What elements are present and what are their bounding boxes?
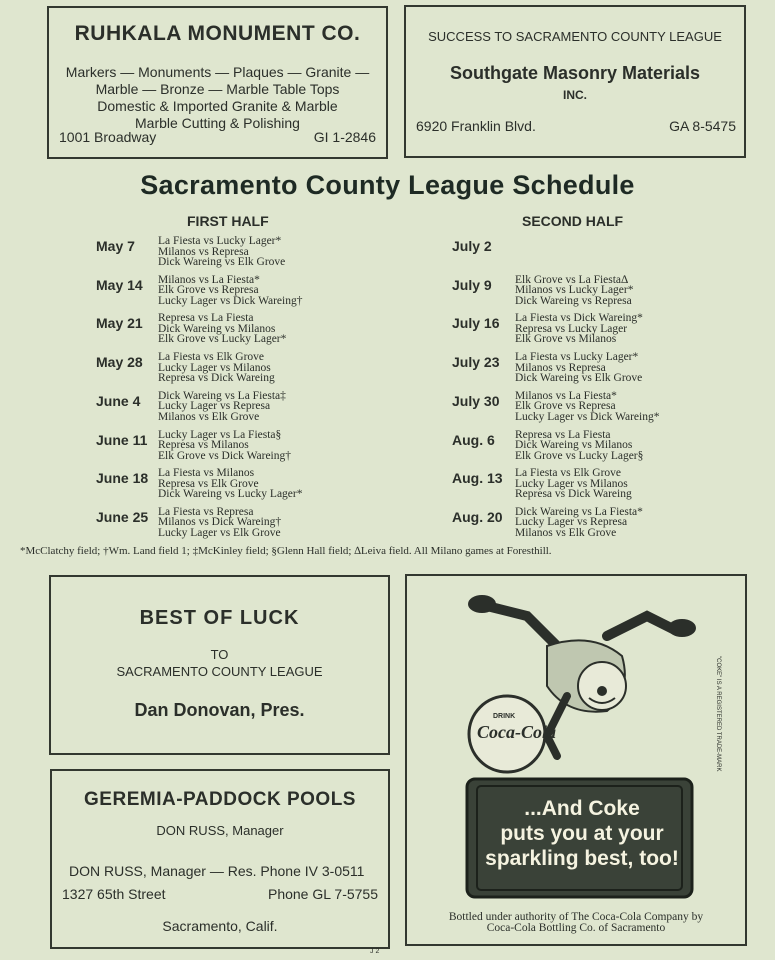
game-matchup: Milanos vs Dick Wareing† [158,516,282,529]
schedule-date: July 2 [452,238,492,254]
game-matchup: Lucky Lager vs Dick Wareing* [515,410,660,423]
coke-bottler [407,912,745,934]
game-matchup: Lucky Lager vs Dick Wareing† [158,294,303,307]
game-matchup: Dick Wareing vs Milanos [158,322,276,335]
game-matchup: Elk Grove vs Milanos [515,333,617,346]
game-matchup: Represa vs Elk Grove [158,477,259,490]
page-number: J 2 [370,948,380,955]
southgate-ad [404,5,746,158]
bottler-line: Coca-Cola Bottling Co. of Sacramento [486,922,666,934]
schedule-games [158,430,291,462]
schedule-games [515,275,634,307]
schedule-date: June 25 [96,508,149,525]
game-matchup: Milanos vs Lucky Lager* [515,284,634,297]
game-matchup: Represa vs Dick Wareing [158,372,275,385]
ruhkala-phone: GI 1-2846 [313,129,376,145]
clown-illustration [407,576,745,944]
coke-drink-label: DRINK [493,713,516,720]
game-matchup: Dick Wareing vs Represa [515,294,632,307]
pools-phone: Phone GL 7-5755 [267,886,378,902]
second-half-heading: SECOND HALF [522,213,624,229]
schedule-title: Sacramento County League Schedule [140,170,635,200]
best-of-luck-ad [49,575,390,755]
southgate-inc: INC. [563,88,587,102]
slogan-line: puts you at your [500,822,664,845]
game-matchup: Lucky Lager vs Milanos [515,477,628,490]
game-matchup: Lucky Lager vs Milanos [158,361,271,374]
game-matchup: Milanos vs Represa [158,245,249,258]
game-matchup: Milanos vs Represa [515,361,606,374]
game-matchup: Lucky Lager vs Represa [158,400,271,413]
schedule-games [515,507,643,539]
game-matchup: Milanos vs La Fiesta* [515,389,617,402]
southgate-tagline: SUCCESS TO SACRAMENTO COUNTY LEAGUE [428,29,722,44]
schedule-games [158,391,286,423]
luck-to: TO [210,647,229,662]
game-matchup: Milanos vs Elk Grove [515,526,617,539]
game-matchup: Represa vs Lucky Lager [515,322,628,335]
slogan-line: ...And Coke [524,797,640,820]
game-matchup: La Fiesta vs Milanos [158,467,255,480]
schedule-date: June 18 [96,470,149,487]
game-matchup: Elk Grove vs La Fiesta∆ [515,273,629,286]
luck-signature: Dan Donovan, Pres. [134,700,305,720]
southgate-phone: GA 8-5475 [669,118,736,134]
game-matchup: Dick Wareing vs La Fiesta‡ [158,389,286,402]
bottler-line: Bottled under authority of The Coca-Cola Company by [448,911,704,923]
schedule-date: May 28 [96,354,143,371]
coke-trademark: "COKE" IS A REGISTERED TRADE-MARK [715,656,721,772]
ruhkala-title: RUHKALA MONUMENT CO. [74,22,361,45]
schedule-date: May 7 [96,238,135,254]
ruhkala-line: Marble — Bronze — Marble Table Tops [95,81,340,97]
schedule-games [515,352,642,384]
game-matchup: Elk Grove vs Dick Wareing† [158,449,291,462]
game-matchup: Lucky Lager vs Represa [515,516,628,529]
schedule-date: July 30 [452,392,500,409]
game-matchup: Elk Grove vs Lucky Lager* [158,333,287,346]
pools-name: GEREMIA-PADDOCK POOLS [84,789,356,810]
coke-slogan [477,796,687,871]
luck-headline: BEST OF LUCK [139,607,300,629]
geremia-paddock-ad [50,769,390,949]
slogan-line: sparkling best, too! [485,847,679,870]
schedule-games [515,313,643,345]
game-matchup: Dick Wareing vs La Fiesta* [515,505,643,518]
game-matchup: Represa vs La Fiesta [158,312,254,325]
ruhkala-ad [47,6,388,159]
game-matchup: Elk Grove vs Represa [515,400,616,413]
luck-league: SACRAMENTO COUNTY LEAGUE [116,664,323,679]
schedule-date: June 11 [96,431,148,448]
schedule-date: Aug. 20 [452,508,503,525]
pools-manager-phone: DON RUSS, Manager — Res. Phone IV 3-0511 [69,863,365,879]
coca-cola-ad [405,574,747,946]
schedule-games [158,352,275,384]
schedule-games [158,507,281,539]
schedule-games [158,275,302,307]
game-matchup: La Fiesta vs Elk Grove [158,351,265,364]
ruhkala-line: Domestic & Imported Granite & Marble [97,98,338,114]
game-matchup: La Fiesta vs Elk Grove [515,467,622,480]
schedule-games [515,391,659,423]
schedule-date: July 23 [452,354,500,371]
schedule-games [515,468,632,500]
game-matchup: Dick Wareing vs Elk Grove [515,372,643,385]
schedule-date: Aug. 13 [452,470,503,487]
schedule-games [158,236,285,268]
game-matchup: Dick Wareing vs Milanos [515,439,633,451]
ruhkala-line: Marble Cutting & Polishing [135,115,300,131]
ruhkala-description [49,64,386,132]
schedule-date: May 21 [96,315,143,332]
southgate-address: 6920 Franklin Blvd. [416,118,536,134]
game-matchup: Represa vs Dick Wareing [515,488,632,501]
schedule-date: Aug. 6 [452,431,495,448]
game-matchup: Lucky Lager vs Elk Grove [158,526,281,539]
game-matchup: Dick Wareing vs Elk Grove [158,256,286,268]
game-matchup: La Fiesta vs Lucky Lager* [515,351,639,364]
ruhkala-line: Markers — Monuments — Plaques — Granite — [65,64,370,80]
schedule-games [158,313,286,345]
schedule-footnote: *McClatchy field; †Wm. Land field 1; ‡McKinley field; §Glenn Hall field; ∆Leiva field. All Milano games at Foresthill. [20,545,552,557]
schedule-date: July 9 [452,276,492,293]
schedule-games [158,468,302,500]
game-matchup: Dick Wareing vs Lucky Lager* [158,488,303,501]
schedule-date: June 4 [96,392,141,409]
schedule-games [515,430,643,462]
ruhkala-address: 1001 Broadway [59,129,157,145]
first-half-heading: FIRST HALF [187,213,269,229]
game-matchup: Represa vs La Fiesta [515,428,611,441]
southgate-name: Southgate Masonry Materials [449,63,701,83]
game-matchup: Elk Grove vs Lucky Lager§ [515,449,644,462]
game-matchup: La Fiesta vs Represa [158,505,254,518]
game-matchup: Milanos vs La Fiesta* [158,273,260,286]
schedule-date: July 16 [452,315,500,332]
game-matchup: Elk Grove vs Represa [158,284,259,297]
game-matchup: Lucky Lager vs La Fiesta§ [158,428,282,441]
pools-manager: DON RUSS, Manager [156,823,284,838]
game-matchup: La Fiesta vs Dick Wareing* [515,312,643,325]
coke-logo: Coca-Cola [477,722,556,742]
pools-address: 1327 65th Street [62,886,166,902]
game-matchup: La Fiesta vs Lucky Lager* [158,235,282,247]
game-matchup: Represa vs Milanos [158,439,249,451]
game-matchup: Milanos vs Elk Grove [158,410,260,423]
schedule-date: May 14 [96,276,143,293]
pools-city: Sacramento, Calif. [162,918,278,934]
